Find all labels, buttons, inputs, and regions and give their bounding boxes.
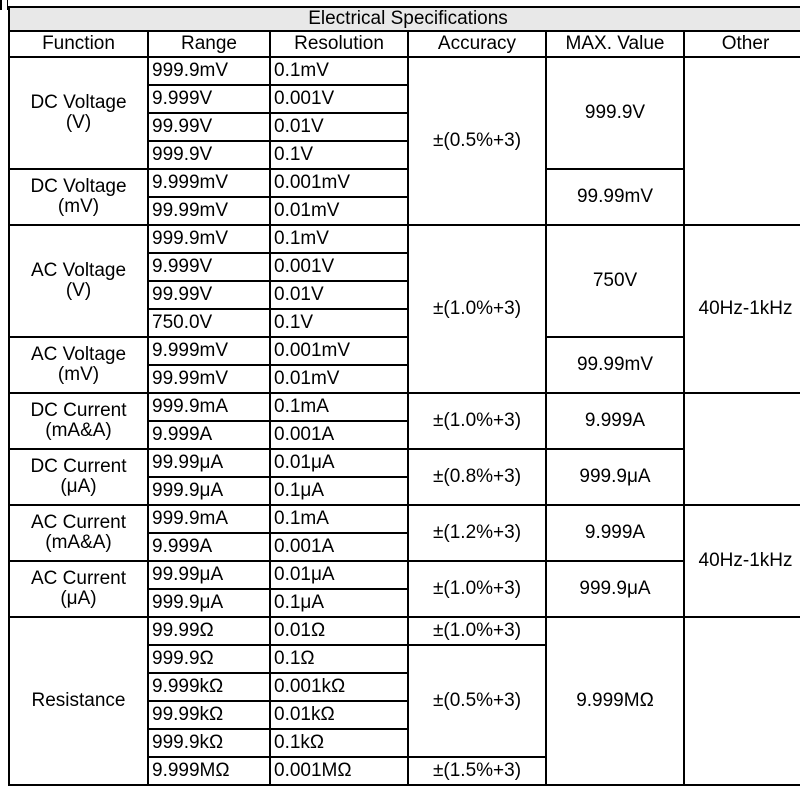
range-cell: 9.999mV: [148, 169, 270, 197]
max-value-cell: 9.999A: [546, 505, 684, 561]
resolution-cell: 0.01μA: [270, 561, 408, 589]
resolution-cell: 0.01μA: [270, 449, 408, 477]
header-row: [9, 31, 800, 57]
header-other: Other: [684, 31, 800, 57]
resolution-cell: 0.001mV: [270, 169, 408, 197]
range-cell: 99.99mV: [148, 365, 270, 393]
resolution-cell: 0.001mV: [270, 337, 408, 365]
range-cell: 999.9kΩ: [148, 729, 270, 757]
electrical-specifications-table: [8, 6, 800, 786]
header-resolution: Resolution: [270, 31, 408, 57]
range-cell: 750.0V: [148, 309, 270, 337]
accuracy-cell: ±(1.2%+3): [408, 505, 546, 561]
max-value-cell: 99.99mV: [546, 337, 684, 393]
max-value-cell: 999.9μA: [546, 561, 684, 617]
table-row: [9, 169, 800, 197]
header-accuracy: Accuracy: [408, 31, 546, 57]
resolution-cell: 0.001A: [270, 533, 408, 561]
resolution-cell: 0.01mV: [270, 197, 408, 225]
max-value-cell: 750V: [546, 225, 684, 337]
other-cell: 40Hz-1kHz: [684, 225, 800, 393]
function-cell: AC Current (μA): [9, 561, 148, 617]
max-value-cell: 9.999A: [546, 393, 684, 449]
range-cell: 99.99kΩ: [148, 701, 270, 729]
range-cell: 999.9V: [148, 141, 270, 169]
range-cell: 9.999mV: [148, 337, 270, 365]
resolution-cell: 0.1mA: [270, 505, 408, 533]
other-cell: 40Hz-1kHz: [684, 505, 800, 617]
table-row: [9, 505, 800, 533]
header-range: Range: [148, 31, 270, 57]
function-cell: AC Voltage (V): [9, 225, 148, 337]
range-cell: 99.99V: [148, 113, 270, 141]
range-cell: 999.9μA: [148, 477, 270, 505]
function-cell: DC Voltage (V): [9, 57, 148, 169]
accuracy-cell: ±(0.5%+3): [408, 57, 546, 225]
range-cell: 9.999MΩ: [148, 757, 270, 785]
max-value-cell: 9.999MΩ: [546, 617, 684, 785]
resolution-cell: 0.1V: [270, 309, 408, 337]
table-row: [9, 225, 800, 253]
range-cell: 999.9mA: [148, 505, 270, 533]
resolution-cell: 0.001MΩ: [270, 757, 408, 785]
resolution-cell: 0.001kΩ: [270, 673, 408, 701]
range-cell: 9.999A: [148, 421, 270, 449]
function-cell: AC Current (mA&A): [9, 505, 148, 561]
resolution-cell: 0.1mV: [270, 57, 408, 85]
table-row: [9, 617, 800, 645]
other-cell: [684, 393, 800, 505]
range-cell: 9.999V: [148, 253, 270, 281]
max-value-cell: 999.9μA: [546, 449, 684, 505]
resolution-cell: 0.1μA: [270, 589, 408, 617]
table-row: [9, 337, 800, 365]
table-title: Electrical Specifications: [9, 7, 800, 31]
accuracy-cell: ±(1.0%+3): [408, 617, 546, 645]
resolution-cell: 0.1V: [270, 141, 408, 169]
function-cell: DC Current (μA): [9, 449, 148, 505]
table-row: [9, 57, 800, 85]
header-max-value: MAX. Value: [546, 31, 684, 57]
range-cell: 9.999V: [148, 85, 270, 113]
resolution-cell: 0.1mV: [270, 225, 408, 253]
function-cell: DC Voltage (mV): [9, 169, 148, 225]
range-cell: 999.9Ω: [148, 645, 270, 673]
header-function: Function: [9, 31, 148, 57]
resolution-cell: 0.01Ω: [270, 617, 408, 645]
accuracy-cell: ±(1.5%+3): [408, 757, 546, 785]
other-cell: [684, 617, 800, 785]
range-cell: 9.999A: [148, 533, 270, 561]
resolution-cell: 0.1kΩ: [270, 729, 408, 757]
table-row: [9, 561, 800, 589]
accuracy-cell: ±(1.0%+3): [408, 393, 546, 449]
max-value-cell: 99.99mV: [546, 169, 684, 225]
range-cell: 9.999kΩ: [148, 673, 270, 701]
accuracy-cell: ±(1.0%+3): [408, 561, 546, 617]
max-value-cell: 999.9V: [546, 57, 684, 169]
corner-mark: [0, 0, 8, 10]
resolution-cell: 0.01V: [270, 281, 408, 309]
accuracy-cell: ±(0.8%+3): [408, 449, 546, 505]
range-cell: 99.99mV: [148, 197, 270, 225]
range-cell: 999.9μA: [148, 589, 270, 617]
title-row: [9, 7, 800, 31]
range-cell: 99.99μA: [148, 561, 270, 589]
resolution-cell: 0.1mA: [270, 393, 408, 421]
resolution-cell: 0.1μA: [270, 477, 408, 505]
range-cell: 999.9mV: [148, 57, 270, 85]
range-cell: 99.99V: [148, 281, 270, 309]
range-cell: 999.9mA: [148, 393, 270, 421]
accuracy-cell: ±(1.0%+3): [408, 225, 546, 393]
function-cell: DC Current (mA&A): [9, 393, 148, 449]
resolution-cell: 0.01V: [270, 113, 408, 141]
resolution-cell: 0.01kΩ: [270, 701, 408, 729]
table-body: [9, 57, 800, 785]
resolution-cell: 0.001A: [270, 421, 408, 449]
resolution-cell: 0.1Ω: [270, 645, 408, 673]
table-row: [9, 393, 800, 421]
other-cell: [684, 57, 800, 225]
range-cell: 999.9mV: [148, 225, 270, 253]
resolution-cell: 0.001V: [270, 85, 408, 113]
accuracy-cell: ±(0.5%+3): [408, 645, 546, 757]
range-cell: 99.99μA: [148, 449, 270, 477]
range-cell: 99.99Ω: [148, 617, 270, 645]
table-row: [9, 449, 800, 477]
resolution-cell: 0.01mV: [270, 365, 408, 393]
function-cell: AC Voltage (mV): [9, 337, 148, 393]
function-cell: Resistance: [9, 617, 148, 785]
resolution-cell: 0.001V: [270, 253, 408, 281]
